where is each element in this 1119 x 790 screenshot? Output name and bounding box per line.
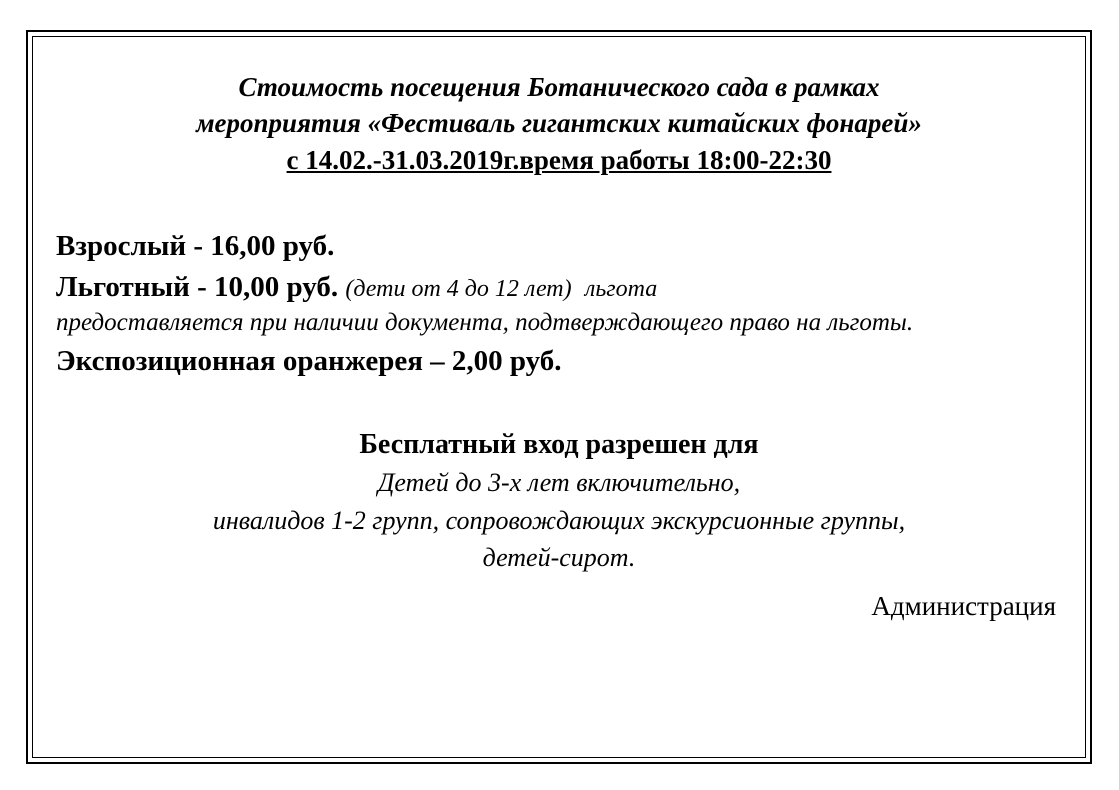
price-greenhouse: Экспозиционная оранжерея – 2,00 руб.	[56, 344, 562, 377]
free-entry-item: детей-сирот.	[482, 543, 636, 573]
price-reduced-note: (дети от 4 до 12 лет)	[345, 276, 572, 303]
free-entry-block	[56, 425, 1062, 577]
free-entry-item: инвалидов 1-2 групп, сопровождающих экскурсионные группы,	[212, 505, 906, 535]
price-reduced-note-lead: льгота	[578, 276, 658, 303]
price-reduced: Льготный - 10,00 руб.	[56, 271, 339, 304]
free-entry-heading: Бесплатный вход разрешен для	[359, 428, 759, 460]
title-line-3: с 14.02.-31.03.2019г.время работы 18:00-22:30	[286, 145, 832, 176]
price-reduced-row	[56, 268, 1062, 307]
signature: Администрация	[871, 591, 1056, 622]
price-list	[56, 227, 1062, 381]
title-line-2: мероприятия «Фестиваль гигантских китайских фонарей»	[196, 107, 922, 138]
page-title	[56, 70, 1062, 179]
price-reduced-note-continued: предоставляется при наличии документа, подтверждающего право на льготы.	[56, 309, 914, 337]
free-entry-item: Детей до 3-х лет включительно,	[377, 467, 741, 497]
title-line-1: Стоимость посещения Ботанического сада в рамках	[238, 72, 880, 102]
price-adult: Взрослый - 16,00 руб.	[56, 229, 335, 262]
document-content	[56, 60, 1062, 734]
